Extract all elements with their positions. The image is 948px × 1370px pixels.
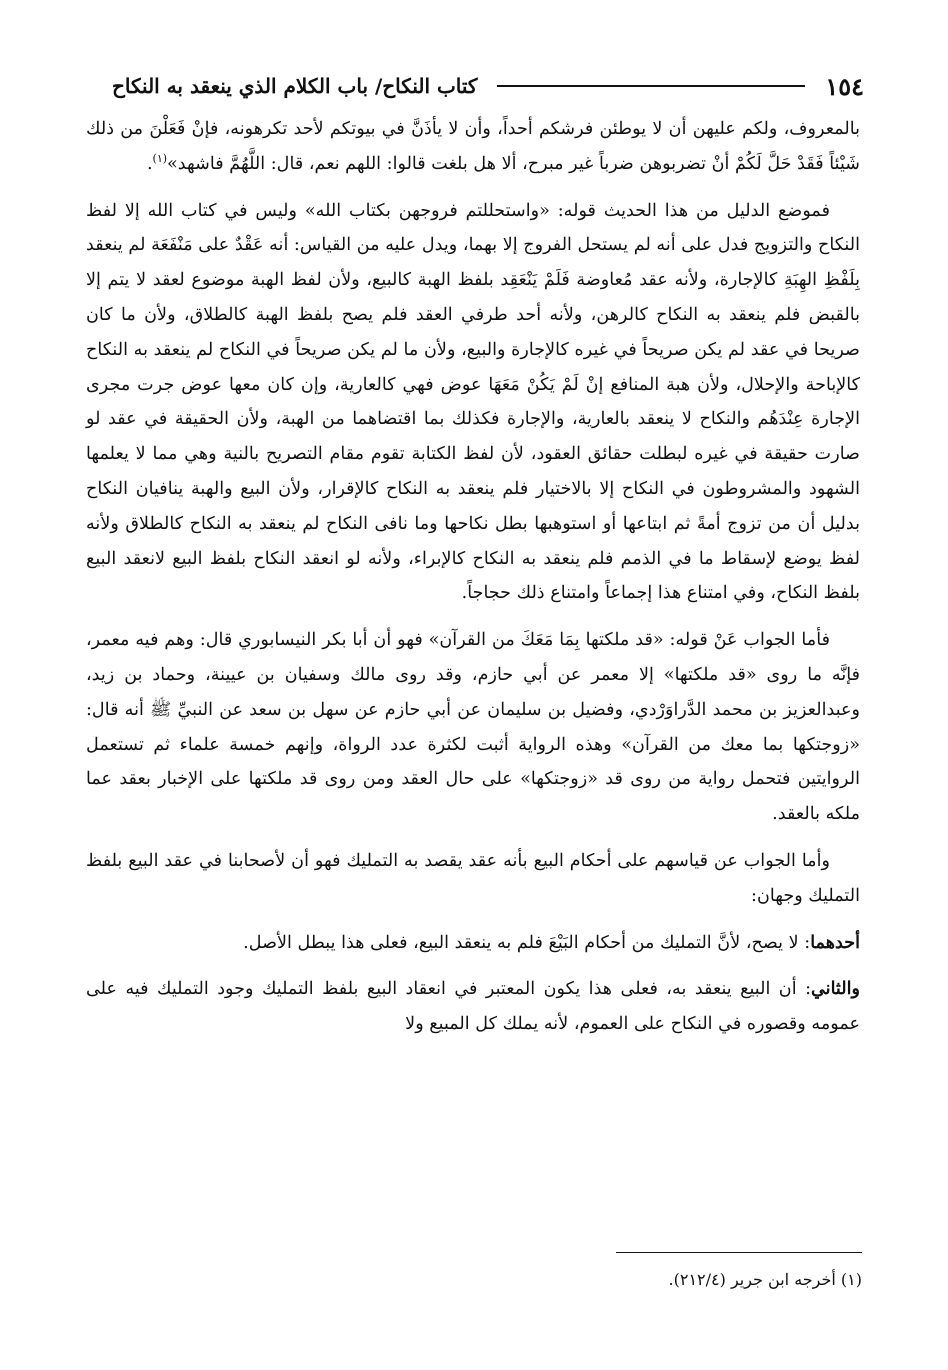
header-rule [497, 85, 805, 87]
running-title: كتاب النكاح/ باب الكلام الذي ينعقد به النكاح [112, 74, 478, 98]
paragraph-5-text: : لا يصح، لأنَّ التمليك من أحكام البَيْعَ فلم به ينعقد البيع، فعلى هذا يبطل الأصل. [243, 932, 811, 953]
paragraph-4: وأما الجواب عن قياسهم على أحكام البيع بأنه عقد يقصد به التمليك فهو أن لأصحابنا في عقد البيع بلفظ التمليك وجهان: [86, 850, 860, 906]
paragraph-6 [86, 972, 860, 1042]
second-view-label: والثاني [811, 978, 860, 1000]
body-text [86, 112, 860, 1042]
page-header [112, 68, 864, 104]
paragraph-1-end: . [146, 153, 153, 174]
paragraph-2: فموضع الدليل من هذا الحديث قوله: «واستحللتم فروجهن بكتاب الله» وليس في كتاب الله إلا لفظ النكاح والتزويج فدل على أنه لم يستحل الفروج إلا بهما، ويدل عليه من القياس: أنه عَقْدٌ على مَنْفَعَة لم ينعقد بِلَفْظِ الهِبَةِ كالإجارة، ولأنه عقد مُعاوضة فَلَمْ يَنْعَقِد بلفظ الهبة كالبيع، ولأن لفظ الهبة موضوع لعقد لا يتم إلا بالقبض فلم ينعقد به النكاح كالرهن، ولأنه أحد طرفي العقد فلم يصح بلفظ الهبة كالطلاق، ولأن ما كان صريحا في عقد لم يكن صريحاً في غيره كالإجارة والبيع، ولأن ما لم يكن صريحاً في النكاح لم ينعقد به النكاح كالإباحة والإحلال، ولأن هبة المنافع إنْ لَمْ يَكُنْ مَعَهَا عوض فهي كالعارية، وإن كان معها عوض جرت مجرى الإجارة عِنْدَهُم والنكاح لا ينعقد بالعارية، والإجارة فكذلك بما اقتضاهما من الهبة، ولأن الحقيقة في عقد لو صارت حقيقة في غيره لبطلت حقائق العقود، لأن لفظ الكتابة تقوم مقام التصريح بالنية وهي مما لا يعلمها الشهود والمشروطون في النكاح إلا بالاختيار فلم ينعقد به النكاح كالإقرار، ولأن البيع والهبة ينافيان النكاح بدليل أن من تزوج أمةً ثم ابتاعها أو استوهبها بطل نكاحها وما نافى النكاح لم ينعقد به النكاح كالطلاق ولأنه لفظ يوضع لإسقاط ما في الذمم فلم ينعقد به النكاح كالإبراء، ولأنه لو انعقد النكاح بلفظ البيع لانعقد البيع بلفظ النكاح، وفي امتناع هذا إجماعاً وامتناع ذلك حجاجاً. [86, 200, 860, 604]
paragraph-3: فأما الجواب عَنْ قوله: «قد ملكتها بِمَا مَعَكَ من القرآن» فهو أن أبا بكر النيسابوري قال: وهم فيه معمر، فإنَّه ما روى «قد ملكتها» إلا معمر عن أبي حازم، وقد روى مالك وسفيان بن عيينة، وحماد بن زيد، وعبدالعزيز بن محمد الدَّراوَرْدي، وفضيل بن سليمان عن أبي حازم عن سهل بن سعد عن النبيِّ ﷺ أنه قال: «زوجتكها بما معك من القرآن» وهذه الرواية أثبت لكثرة عدد الرواة، وإنهم خمسة علماء ثم تستعمل الروايتين فتحمل رواية من روى قد «زوجتكها» على حال العقد ومن روى قد ملكتها على الإخبار بعقد عما ملكه بالعقد. [86, 630, 860, 825]
first-view-label: أحدهما [810, 931, 860, 953]
footnote-reference: (١) [152, 151, 168, 165]
paragraph-5 [86, 926, 860, 961]
footnote-rule [616, 1252, 862, 1253]
paragraph-6-text: : أن البيع ينعقد به، فعلى هذا يكون المعتبر في انعقاد البيع بلفظ التمليك وجود التمليك فيه على عمومه وقصوره في النكاح على العموم، لأنه يملك كل المبيع ولا [86, 979, 860, 1035]
footnote: (١) أخرجه ابن جرير (٢١٢/٤). [668, 1270, 862, 1289]
page-number: ١٥٤ [825, 71, 864, 101]
paragraph-1 [86, 112, 860, 182]
paragraph-1-text: بالمعروف، ولكم عليهن أن لا يوطئن فرشكم أحداً، وأن لا يأذَنَّ في بيوتكم لأحد تكرهونه، فإنْ فَعَلْنَ من ذلك شَيْئاً فَقَدْ حَلَّ لَكُمْ أنْ تضربوهن ضرباً غير مبرح، ألا هل بلغت قالوا: اللهم نعم، قال: اللَّهُمَّ فاشهد» [86, 119, 860, 174]
